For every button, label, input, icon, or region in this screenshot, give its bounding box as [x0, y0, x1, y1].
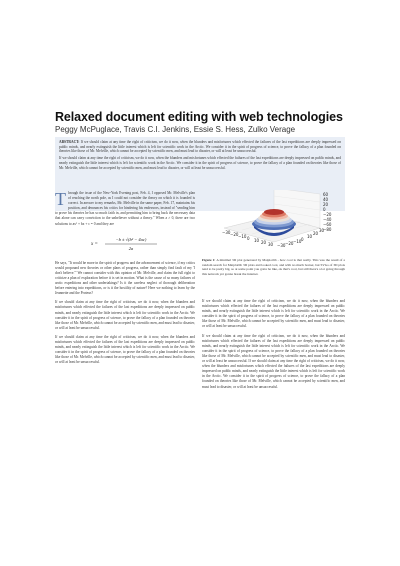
x-tick-label: −10 [238, 234, 247, 239]
abstract-paragraph-2: If we should claim at any time the right of criticism, we do it now, when the blunders and misfortunes which effected the failures of the last expeditions are deeply impressed on public minds, and nearly extinguish the little interest which is left for scientific work in the Arctic. We consider it in the spirit of progress of science, to prove the fallacy of a plan founded on theories like those of Mr. Melville, which cannot be accepted by scientific men, and must lead to disaster, or will at least be unsuccessful. [59, 156, 341, 170]
x-tick-label: 20 [261, 240, 267, 245]
z-tick-label: 40 [323, 197, 329, 202]
abstract-text-1: If we should claim at any time the right of criticism, we do it now, when the blunders and misfortunes which effected the failures of the last expeditions are deeply impressed on public minds, and nearly extinguish the little interest which is left for scientific work in the Arctic. We consider it in the spirit of progress of science, to prove the fallacy of a plan founded on theories like those of Mr. Melville, which cannot be accepted by scientific men, and must lead to disaster, or will at least be unsuccessful. [59, 140, 342, 154]
surface-band-peak [264, 209, 284, 215]
after-equation-paragraph: He says, "It would be more in the spirit of progress and the advancement of science, if my critics would propound new theories or other plans of progress, rather than simply find fault of my 'I don't believe.'" We cannot consider with this opinion of Mr. Melville, and claim the full right to criticize a plan of exploration before it is set in motion. What is the cause of so many failures of arctic expeditions and other undertakings? Is it the careless neglect of thorough deliberation before entering into expeditions, or is it the hostility of nature? Here we nothing to learn by the Jeannette and the Proteus? [55, 260, 195, 296]
surface-plot-svg [202, 190, 345, 260]
figure-caption [202, 258, 345, 276]
intro-text: hrough the issue of the New-York Evening post, Feb. 4, I opposed Mr. Melville's plan of reaching the north pole, as I could not consider the theory on which it is founded is correct. In answer to my remarks, Mr. Melville in the same paper, Feb. 17, maintains his position, and denounces his critics for hindering his endeavors, instead of "sending him to prove his theories he has so much faith in, and permitting him to bring back the necessary data that alone can carry conviction to the unbeliever without a theory." When a ≠ 0, there are two solutions to ax² + bx + c = 0 and they are [55, 191, 195, 226]
y-tick-label: 30 [319, 228, 325, 233]
z-tick-label: 60 [323, 192, 329, 197]
z-tick-label: −20 [323, 212, 332, 217]
caption-text: A minimal 3D plot generated by Matplotlib - how cool is that really. This was the result of a random search for Matplotlib 3D plots and looked cool, and with no much borner, but SVGs of 3D plots tend to be pretty big, so at some point you gotta be like, ok that's cool, but still there's a lot going through this network yet gonna break the internet. [202, 258, 345, 276]
right-column [202, 299, 345, 394]
paper-authors: Peggy McPuglace, Travis C.I. Jenkins, Essie S. Hess, Zulko Verage [55, 125, 296, 134]
x-tick-label: 0 [247, 236, 250, 241]
x-tick-label: −20 [230, 232, 239, 237]
left-paragraph-2: If we should claim at any time the right of criticism, we do it now, when the blunders and misfortunes which effected the failures of the last expeditions are deeply impressed on public minds, and nearly extinguish the little interest which is left for scientific work in the Arctic. We consider it in the spirit of progress of science, to prove the fallacy of a plan founded on theories like those of Mr. Melville, which cannot be accepted by scientific men, and must lead to disaster, or will at least be unsuccessful. [55, 300, 195, 330]
y-tick-label: 20 [313, 231, 319, 236]
equation-numerator: −b ± √(b² − 4ac) [115, 236, 147, 242]
z-tick-label: 0 [323, 207, 326, 212]
abstract-label: ABSTRACT: [59, 140, 80, 144]
x-tick-label: 30 [268, 242, 274, 247]
equation-graphic [91, 233, 161, 255]
z-tick-label: −60 [323, 222, 332, 227]
z-tick-label: 20 [323, 202, 329, 207]
right-paragraph-1: If we should claim at any time the right of criticism, we do it now, when the blunders and misfortunes which effected the failures of the last expeditions are deeply impressed on public minds, and nearly extinguish the little interest which is left for scientific work in the Arctic. We consider it in the spirit of progress of science, to prove the fallacy of a plan founded on theories like those of Mr. Melville, which cannot be accepted by scientific men, and must lead to disaster, or will at least be unsuccessful. [202, 299, 345, 329]
caption-label: Figure 1: [202, 258, 216, 262]
y-tick-label: −20 [285, 241, 294, 246]
intro-paragraph [55, 191, 195, 227]
y-tick-label: 0 [301, 237, 304, 242]
y-tick-label: −30 [277, 243, 286, 248]
y-tick-label: 10 [307, 234, 313, 239]
y-tick-label: −10 [293, 239, 302, 244]
x-tick-label: −30 [222, 230, 231, 235]
paper-title: Relaxed document editing with web technologies [55, 110, 343, 124]
quadratic-equation [55, 233, 195, 255]
left-paragraph-3: If we should claim at any time the right of criticism, we do it now, when the blunders and misfortunes which effected the failures of the last expeditions are deeply impressed on public minds, and nearly extinguish the little interest which is left for scientific work in the Arctic. We consider it in the spirit of progress of science, to prove the fallacy of a plan founded on theories like those of Mr. Melville, which cannot be accepted by scientific men, and must lead to disaster, or will at least be unsuccessful. [55, 334, 195, 365]
figure-3d-plot [202, 190, 345, 260]
abstract-paragraph-1 [59, 140, 341, 154]
x-tick-label: 10 [254, 238, 260, 243]
left-column [55, 191, 195, 369]
z-tick-label: −80 [323, 227, 332, 232]
equation-denominator: 2a [128, 245, 134, 251]
equation-lhs: x = [91, 241, 98, 247]
drop-cap: T [55, 189, 66, 209]
z-axis-ticks [323, 192, 332, 232]
z-tick-label: −40 [323, 217, 332, 222]
right-paragraph-2: If we should claim at any time the right of criticism, we do it now, when the blunders and misfortunes which effected the failures of the last expeditions are deeply impressed on public minds, and nearly extinguish the little interest which is left for scientific work in the Arctic. We consider it in the spirit of progress of science, to prove the fallacy of a plan founded on theories like those of Mr. Melville, which cannot be accepted by scientific men, and must lead to disaster, or will at least be unsuccessful. If we should claim at any time the right of criticism, we do it now, when the blunders and misfortunes which effected the failures of the last expeditions are deeply impressed on public minds, and nearly extinguish the little interest which is left for scientific work in the Arctic. We consider it in the spirit of progress of science, to prove the fallacy of a plan founded on theories like those of Mr. Melville, which cannot be accepted by scientific men, and must lead to disaster, or will at least be unsuccessful. [202, 333, 345, 389]
